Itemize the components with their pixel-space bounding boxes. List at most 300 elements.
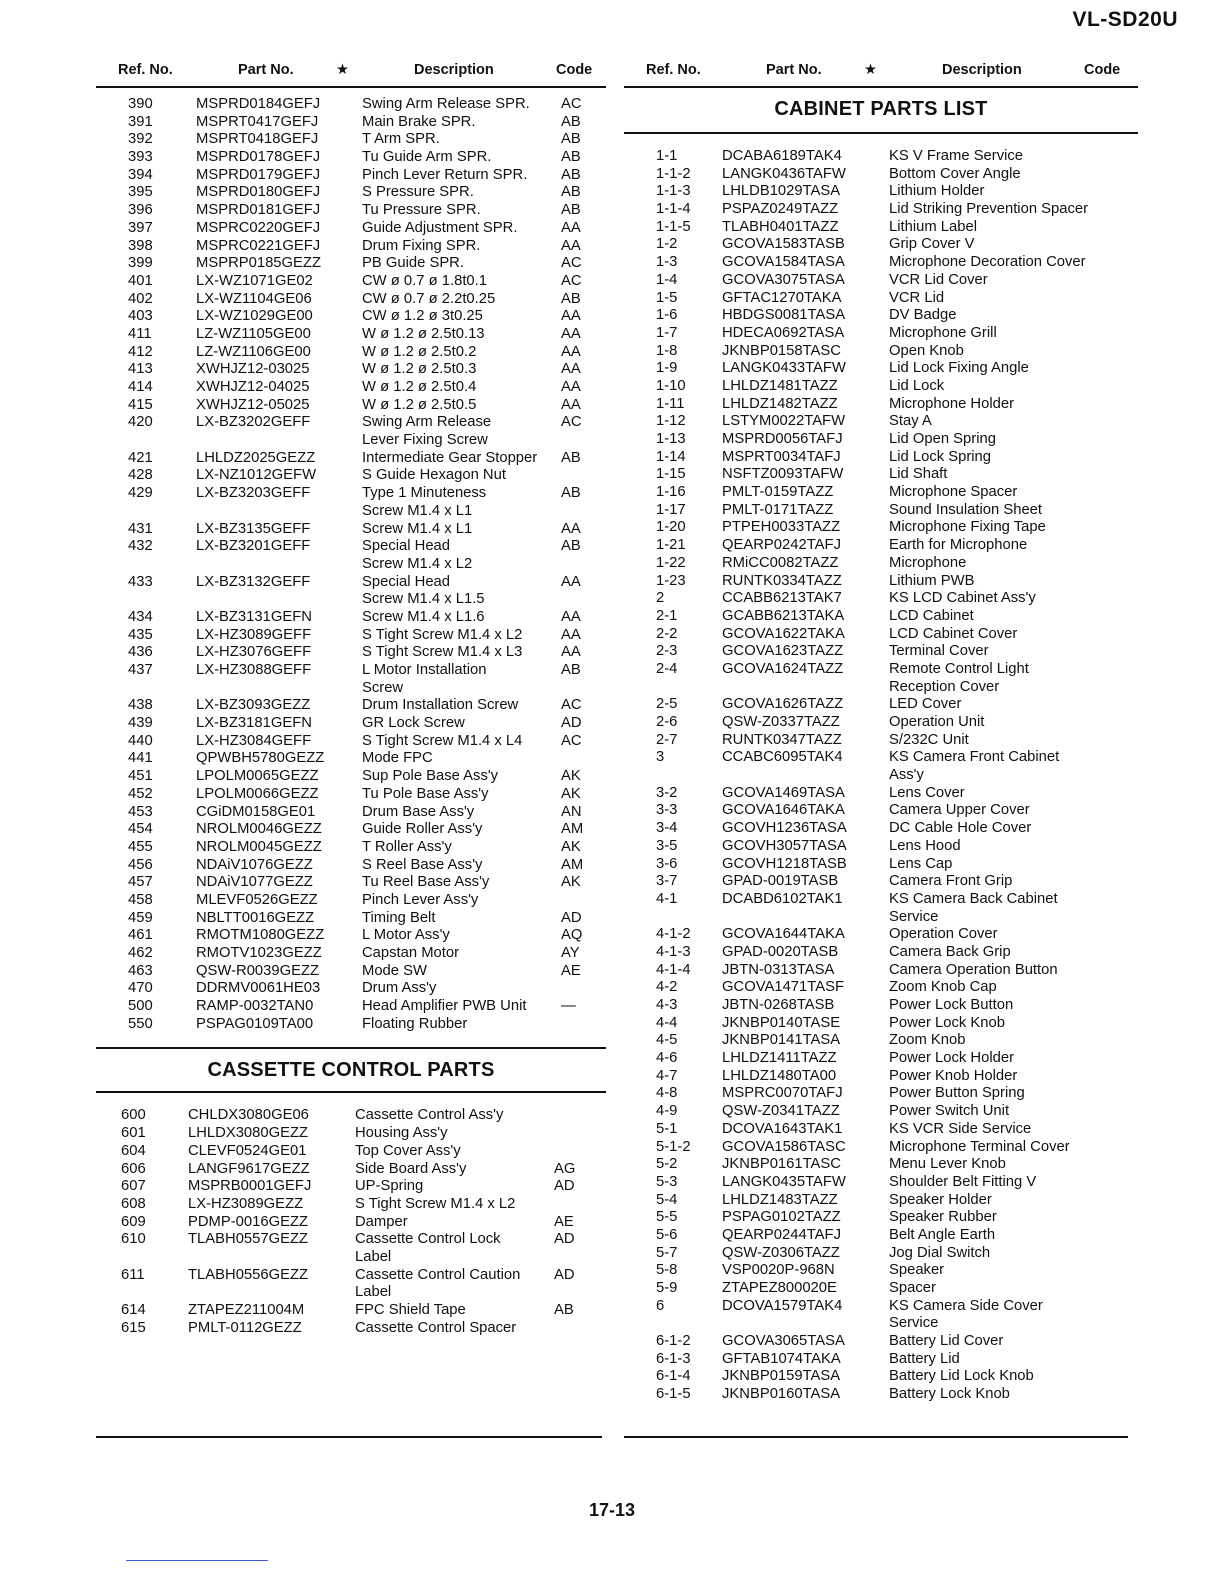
part-no-cell: LX-BZ3181GEFN — [196, 715, 312, 732]
description-cell: Microphone Holder — [889, 395, 1015, 412]
code-cell: AM — [561, 821, 584, 838]
code-cell: AB — [561, 184, 581, 201]
table-row — [96, 149, 606, 167]
table-row — [96, 839, 606, 857]
description-cell: Lid Striking Prevention Spacer — [889, 201, 1089, 218]
code-cell: AB — [561, 290, 581, 307]
ref-no-cell: 1-16 — [656, 484, 686, 501]
description-cell: Sup Pole Base Ass'y — [362, 768, 499, 785]
description-cell: LCD Cabinet Cover — [889, 625, 1018, 642]
code-cell: AC — [561, 96, 582, 112]
description-cell: Cassette Control Spacer — [355, 1319, 517, 1336]
description-cell: Open Knob — [889, 342, 964, 359]
part-no-cell: DCOVA1643TAK1 — [722, 1120, 843, 1137]
description-cell: Timing Belt — [362, 909, 436, 926]
description-cell: Lid Lock Fixing Angle — [889, 360, 1029, 377]
table-row — [624, 1015, 1138, 1033]
description-cell: VCR Lid — [889, 289, 945, 306]
table-row — [624, 838, 1138, 856]
ref-no-cell: 5-3 — [656, 1173, 678, 1190]
code-cell: AK — [561, 768, 581, 785]
ref-no-cell: 1-21 — [656, 537, 686, 554]
table-row — [624, 997, 1138, 1015]
description-cell: Drum Ass'y — [362, 980, 437, 997]
ref-no-cell: 601 — [121, 1125, 146, 1142]
table-row — [624, 537, 1138, 555]
ref-no-cell: 611 — [121, 1266, 145, 1283]
table-row — [96, 273, 606, 291]
table-row — [624, 1085, 1138, 1103]
description-cell: W ø 1.2 ø 2.5t0.13 — [362, 325, 485, 342]
table-row — [96, 167, 606, 185]
table-row — [624, 307, 1138, 325]
table-row — [96, 697, 606, 715]
ref-no-cell: 1-1-5 — [656, 218, 691, 235]
part-no-cell: CGiDM0158GE01 — [196, 803, 316, 820]
part-no-cell: LHLDZ2025GEZZ — [196, 449, 316, 466]
description-cell: Intermediate Gear Stopper — [362, 449, 538, 466]
description-cell: Battery Lid — [889, 1350, 960, 1367]
table-row — [96, 1267, 606, 1285]
ref-no-cell: 5-1-2 — [656, 1138, 691, 1155]
part-no-cell: JBTN-0268TASB — [722, 997, 835, 1013]
table-row — [624, 484, 1138, 502]
ref-no-cell: 5-4 — [656, 1191, 678, 1208]
table-row — [624, 254, 1138, 272]
code-cell: AA — [561, 379, 581, 395]
code-cell: AD — [561, 909, 582, 926]
description-cell: DC Cable Hole Cover — [889, 820, 1032, 837]
header-ref-no: Ref. No. — [646, 62, 701, 78]
ref-no-cell: 459 — [128, 909, 153, 926]
description-cell: Microphone Decoration Cover — [889, 254, 1086, 271]
ref-no-cell: 411 — [128, 325, 152, 342]
description-cell: Screw M1.4 x L2 — [362, 555, 473, 572]
table-row — [624, 1068, 1138, 1086]
part-no-cell: LANGK0436TAFW — [722, 165, 846, 182]
part-no-cell: MSPRD0178GEFJ — [196, 149, 321, 166]
part-no-cell: LX-HZ3089GEZZ — [188, 1195, 304, 1212]
description-cell: Microphone Grill — [889, 324, 997, 341]
table-row — [624, 502, 1138, 520]
code-cell: AD — [554, 1178, 575, 1195]
part-no-cell: PSPAZ0249TAZZ — [722, 201, 839, 218]
ref-no-cell: 2-7 — [656, 731, 678, 748]
table-row — [624, 979, 1138, 997]
ref-no-cell: 1-17 — [656, 501, 686, 518]
ref-no-cell: 6 — [656, 1297, 665, 1314]
table-row — [624, 1050, 1138, 1068]
ref-no-cell: 440 — [128, 732, 153, 749]
part-no-cell: GCOVA1644TAKA — [722, 926, 845, 943]
description-cell: Menu Lever Knob — [889, 1156, 1006, 1173]
header-code: Code — [556, 62, 593, 78]
header-ref-no: Ref. No. — [118, 62, 173, 78]
part-no-cell: GCOVA3075TASA — [722, 271, 845, 288]
code-cell: AC — [561, 697, 582, 714]
ref-no-cell: 6-1-3 — [656, 1350, 691, 1367]
description-cell: Ass'y — [889, 767, 924, 784]
part-no-cell: TLABH0557GEZZ — [188, 1231, 309, 1248]
code-cell: AC — [561, 255, 582, 272]
part-no-cell: RMiCC0082TAZZ — [722, 554, 839, 571]
table-row — [624, 573, 1138, 591]
part-no-cell: GCOVH3057TASA — [722, 837, 847, 854]
description-cell: Screw M1.4 x L1.5 — [362, 591, 485, 608]
ref-no-cell: 1-15 — [656, 466, 686, 483]
description-cell: Camera Back Grip — [889, 943, 1011, 960]
ref-no-cell: 3-3 — [656, 802, 678, 819]
table-row — [96, 1302, 606, 1320]
description-cell: Belt Angle Earth — [889, 1226, 996, 1243]
part-no-cell: NBLTT0016GEZZ — [196, 909, 315, 926]
table-row — [624, 661, 1138, 679]
description-cell: S Tight Screw M1.4 x L2 — [355, 1195, 516, 1212]
description-cell: Shoulder Belt Fitting V — [889, 1173, 1037, 1190]
table-row — [96, 114, 606, 132]
table-row — [96, 1214, 606, 1232]
code-cell: AY — [561, 945, 580, 961]
description-cell: Battery Lid Cover — [889, 1333, 1004, 1350]
code-cell: AA — [561, 396, 581, 413]
part-no-cell: JKNBP0159TASA — [722, 1368, 841, 1385]
part-no-cell: RUNTK0334TAZZ — [722, 572, 842, 589]
ref-no-cell: 2-6 — [656, 714, 678, 730]
description-cell: Lid Shaft — [889, 466, 948, 483]
ref-no-cell: 604 — [121, 1142, 146, 1159]
part-no-cell: MSPRD0179GEFJ — [196, 166, 321, 183]
part-no-cell: DDRMV0061HE03 — [196, 980, 321, 997]
description-cell: S Tight Screw M1.4 x L2 — [362, 626, 523, 643]
table-row — [624, 449, 1138, 467]
description-cell: W ø 1.2 ø 2.5t0.4 — [362, 379, 477, 395]
part-no-cell: LHLDB1029TASA — [722, 183, 841, 200]
table-row — [624, 166, 1138, 184]
code-cell: AB — [561, 113, 581, 130]
table-row — [624, 1280, 1138, 1298]
part-no-cell: GCOVA1471TASF — [722, 979, 844, 996]
part-no-cell: GCOVA1586TASC — [722, 1138, 846, 1155]
description-cell: Zoom Knob — [889, 1032, 966, 1049]
ref-no-cell: 433 — [128, 573, 153, 590]
description-cell: Head Amplifier PWB Unit — [362, 998, 527, 1015]
table-row — [96, 733, 606, 751]
description-cell: Microphone Fixing Tape — [889, 519, 1046, 536]
table-row — [96, 821, 606, 839]
part-no-cell: CCABB6213TAK7 — [722, 590, 842, 607]
table-row — [96, 1178, 606, 1196]
part-no-cell: MSPRD0056TAFJ — [722, 431, 843, 447]
description-cell: Camera Upper Cover — [889, 802, 1030, 819]
code-cell: AB — [561, 449, 581, 466]
ref-no-cell: 4-9 — [656, 1103, 678, 1120]
left-column — [96, 58, 606, 1337]
cassette-section-title: CASSETTE CONTROL PARTS — [207, 1059, 495, 1082]
table-row — [624, 1351, 1138, 1369]
part-no-cell: ZTAPEZ211004M — [188, 1302, 305, 1318]
code-cell: AG — [554, 1160, 576, 1177]
part-no-cell: GPAD-0019TASB — [722, 873, 839, 890]
part-no-cell: PMLT-0112GEZZ — [188, 1319, 302, 1336]
table-row — [624, 1139, 1138, 1157]
description-cell: Power Knob Holder — [889, 1067, 1018, 1084]
table-row — [96, 414, 606, 432]
table-row — [96, 1284, 606, 1302]
table-row — [96, 1249, 606, 1267]
table-row — [96, 326, 606, 344]
ref-no-cell: 2-4 — [656, 660, 678, 677]
part-no-cell: GCOVA1623TAZZ — [722, 643, 844, 660]
ref-no-cell: 1-14 — [656, 448, 686, 465]
ref-no-cell: 414 — [128, 379, 153, 395]
ref-no-cell: 5-5 — [656, 1209, 678, 1226]
ref-no-cell: 1-11 — [656, 395, 685, 412]
ref-no-cell: 1-3 — [656, 254, 678, 271]
ref-no-cell: 395 — [128, 184, 153, 201]
description-cell: Camera Operation Button — [889, 961, 1058, 978]
table-row — [624, 802, 1138, 820]
table-row — [624, 891, 1138, 909]
ref-no-cell: 441 — [128, 750, 153, 767]
header-description: Description — [942, 62, 1022, 78]
description-cell: KS Camera Front Cabinet — [889, 749, 1060, 766]
table-row — [624, 608, 1138, 626]
description-cell: GR Lock Screw — [362, 715, 465, 732]
part-no-cell: RUNTK0347TAZZ — [722, 731, 842, 748]
ref-no-cell: 401 — [128, 272, 153, 289]
table-row — [96, 96, 606, 114]
description-cell: Terminal Cover — [889, 643, 989, 660]
part-no-cell: DCABD6102TAK1 — [722, 890, 843, 907]
table-row — [624, 1174, 1138, 1192]
part-no-cell: QSW-Z0306TAZZ — [722, 1244, 840, 1261]
description-cell: Lid Open Spring — [889, 431, 996, 447]
table-row — [96, 680, 606, 698]
description-cell: Screw — [362, 679, 404, 696]
table-row — [96, 963, 606, 981]
table-row — [96, 291, 606, 309]
part-no-cell: LHLDX3080GEZZ — [188, 1125, 309, 1142]
part-no-cell: DCOVA1579TAK4 — [722, 1297, 843, 1314]
description-cell: Lever Fixing Screw — [362, 432, 488, 449]
description-cell: Capstan Motor — [362, 945, 460, 961]
description-cell: Side Board Ass'y — [355, 1160, 467, 1177]
ref-no-cell: 1-1-4 — [656, 201, 691, 218]
description-cell: Guide Roller Ass'y — [362, 821, 483, 838]
table-row — [96, 361, 606, 379]
part-no-cell: LX-BZ3201GEFF — [196, 538, 311, 555]
section-divider — [96, 1047, 606, 1049]
part-no-cell: NROLM0046GEZZ — [196, 821, 322, 838]
ref-no-cell: 437 — [128, 662, 153, 678]
header-star: ★ — [864, 62, 877, 78]
ref-no-cell: 396 — [128, 202, 153, 219]
description-cell: Grip Cover V — [889, 236, 975, 253]
table-row — [96, 397, 606, 415]
ref-no-cell: 5-2 — [656, 1156, 678, 1173]
description-cell: L Motor Installation — [362, 662, 487, 678]
part-no-cell: LPOLM0066GEZZ — [196, 785, 319, 802]
part-no-cell: LX-HZ3084GEFF — [196, 732, 312, 749]
table-row — [624, 1315, 1138, 1333]
ref-no-cell: 6-1-4 — [656, 1368, 691, 1385]
table-row — [624, 1209, 1138, 1227]
part-no-cell: LX-WZ1029GE00 — [196, 308, 313, 325]
code-cell: AA — [561, 219, 581, 236]
ref-no-cell: 607 — [121, 1178, 146, 1195]
table-row — [96, 874, 606, 892]
ref-no-cell: 4-8 — [656, 1085, 678, 1102]
description-cell: S/232C Unit — [889, 731, 969, 748]
ref-no-cell: 397 — [128, 219, 153, 236]
description-cell: Tu Guide Arm SPR. — [362, 149, 492, 166]
description-cell: S Tight Screw M1.4 x L3 — [362, 644, 523, 661]
table-row — [624, 944, 1138, 962]
table-row — [96, 308, 606, 326]
ref-no-cell: 2 — [656, 590, 665, 607]
code-cell: AB — [561, 131, 581, 148]
part-no-cell: LZ-WZ1106GE00 — [196, 343, 311, 360]
cabinet-parts-list — [624, 148, 1138, 1404]
code-cell: AA — [561, 343, 581, 360]
ref-no-cell: 1-1-3 — [656, 183, 691, 200]
part-no-cell: GCOVA1469TASA — [722, 784, 845, 801]
ref-no-cell: 1-20 — [656, 519, 686, 536]
table-row — [624, 1262, 1138, 1280]
description-cell: CW ø 1.2 ø 3t0.25 — [362, 308, 483, 325]
table-row — [96, 202, 606, 220]
ref-no-cell: 431 — [128, 520, 153, 537]
description-cell: Special Head — [362, 573, 451, 590]
table-row — [96, 379, 606, 397]
section-divider — [96, 1091, 606, 1093]
ref-no-cell: 4-7 — [656, 1067, 678, 1084]
table-row — [624, 1121, 1138, 1139]
description-cell: Drum Fixing SPR. — [362, 237, 481, 254]
code-cell: AE — [561, 962, 581, 979]
table-row — [624, 643, 1138, 661]
description-cell: Battery Lock Knob — [889, 1386, 1010, 1403]
table-row — [96, 591, 606, 609]
part-no-cell: GCOVA1584TASA — [722, 254, 845, 271]
header-part-no: Part No. — [238, 62, 294, 78]
table-row — [96, 1016, 606, 1034]
ref-no-cell: 412 — [128, 343, 153, 360]
table-row — [96, 574, 606, 592]
part-no-cell: QSW-Z0341TAZZ — [722, 1103, 840, 1120]
description-cell: Power Lock Holder — [889, 1050, 1015, 1067]
ref-no-cell: 600 — [121, 1107, 146, 1124]
ref-no-cell: 606 — [121, 1160, 146, 1177]
code-cell: AB — [554, 1302, 574, 1318]
part-no-cell: LHLDZ1411TAZZ — [722, 1050, 837, 1067]
description-cell: Pinch Lever Ass'y — [362, 891, 479, 908]
table-row — [624, 785, 1138, 803]
part-no-cell: HBDGS0081TASA — [722, 307, 846, 324]
ref-no-cell: 456 — [128, 856, 153, 873]
table-row — [624, 201, 1138, 219]
ref-no-cell: 470 — [128, 980, 153, 997]
part-no-cell: NSFTZ0093TAFW — [722, 466, 844, 483]
description-cell: Screw M1.4 x L1 — [362, 502, 473, 519]
ref-no-cell: 1-22 — [656, 554, 686, 571]
part-no-cell: QEARP0242TAFJ — [722, 537, 841, 554]
description-cell: Damper — [355, 1213, 408, 1230]
ref-no-cell: 1-1 — [656, 148, 678, 164]
header-code: Code — [1084, 62, 1121, 78]
table-row — [624, 236, 1138, 254]
table-row — [624, 679, 1138, 697]
table-row — [96, 1320, 606, 1338]
ref-no-cell: 3 — [656, 749, 665, 766]
description-cell: Microphone — [889, 554, 967, 571]
description-cell: Cassette Control Lock — [355, 1231, 501, 1248]
part-no-cell: XWHJZ12-03025 — [196, 361, 310, 378]
part-no-cell: LHLDZ1483TAZZ — [722, 1191, 838, 1208]
description-cell: Reception Cover — [889, 678, 1000, 695]
description-cell: CW ø 0.7 ø 2.2t0.25 — [362, 290, 496, 307]
table-row — [624, 183, 1138, 201]
part-no-cell: JKNBP0141TASA — [722, 1032, 841, 1049]
description-cell: Tu Pole Base Ass'y — [362, 785, 489, 802]
part-no-cell: MSPRD0181GEFJ — [196, 202, 321, 219]
part-no-cell: LX-HZ3089GEFF — [196, 626, 312, 643]
ref-no-cell: 1-2 — [656, 236, 678, 253]
part-no-cell: LHLDZ1481TAZZ — [722, 377, 838, 394]
table-row — [624, 325, 1138, 343]
description-cell: Speaker — [889, 1262, 945, 1279]
table-row — [624, 873, 1138, 891]
description-cell: Service — [889, 1315, 939, 1332]
description-cell: Sound Insulation Sheet — [889, 501, 1043, 518]
part-no-cell: GCOVH1236TASA — [722, 820, 847, 837]
code-cell: AA — [561, 325, 581, 342]
part-no-cell: LX-HZ3076GEFF — [196, 644, 312, 661]
part-no-cell: MSPRT0417GEFJ — [196, 113, 319, 130]
code-cell: AE — [554, 1213, 574, 1230]
table-row — [96, 768, 606, 786]
ref-no-cell: 1-9 — [656, 360, 678, 377]
table-row — [624, 696, 1138, 714]
table-row — [96, 750, 606, 768]
description-cell: Camera Front Grip — [889, 873, 1013, 890]
table-row — [624, 413, 1138, 431]
code-cell: AA — [561, 237, 581, 254]
table-row — [96, 786, 606, 804]
ref-no-cell: 454 — [128, 821, 153, 838]
table-row — [624, 590, 1138, 608]
table-row — [624, 856, 1138, 874]
description-cell: Guide Adjustment SPR. — [362, 219, 518, 236]
part-no-cell: LX-WZ1071GE02 — [196, 272, 313, 289]
table-row — [624, 272, 1138, 290]
table-row — [624, 378, 1138, 396]
table-row — [624, 1192, 1138, 1210]
ref-no-cell: 420 — [128, 414, 153, 431]
part-no-cell: GFTAC1270TAKA — [722, 289, 842, 306]
description-cell: Power Lock Button — [889, 997, 1014, 1013]
table-row — [624, 909, 1138, 927]
code-cell: AK — [561, 838, 581, 855]
part-no-cell: GCOVA1622TAKA — [722, 625, 845, 642]
part-no-cell: LANGK0433TAFW — [722, 360, 846, 377]
part-no-cell: NDAiV1076GEZZ — [196, 856, 313, 873]
description-cell: S Tight Screw M1.4 x L4 — [362, 732, 523, 749]
ref-no-cell: 432 — [128, 538, 153, 555]
ref-no-cell: 461 — [128, 927, 153, 944]
part-no-cell: CLEVF0524GE01 — [188, 1142, 307, 1159]
ref-no-cell: 5-6 — [656, 1226, 678, 1243]
